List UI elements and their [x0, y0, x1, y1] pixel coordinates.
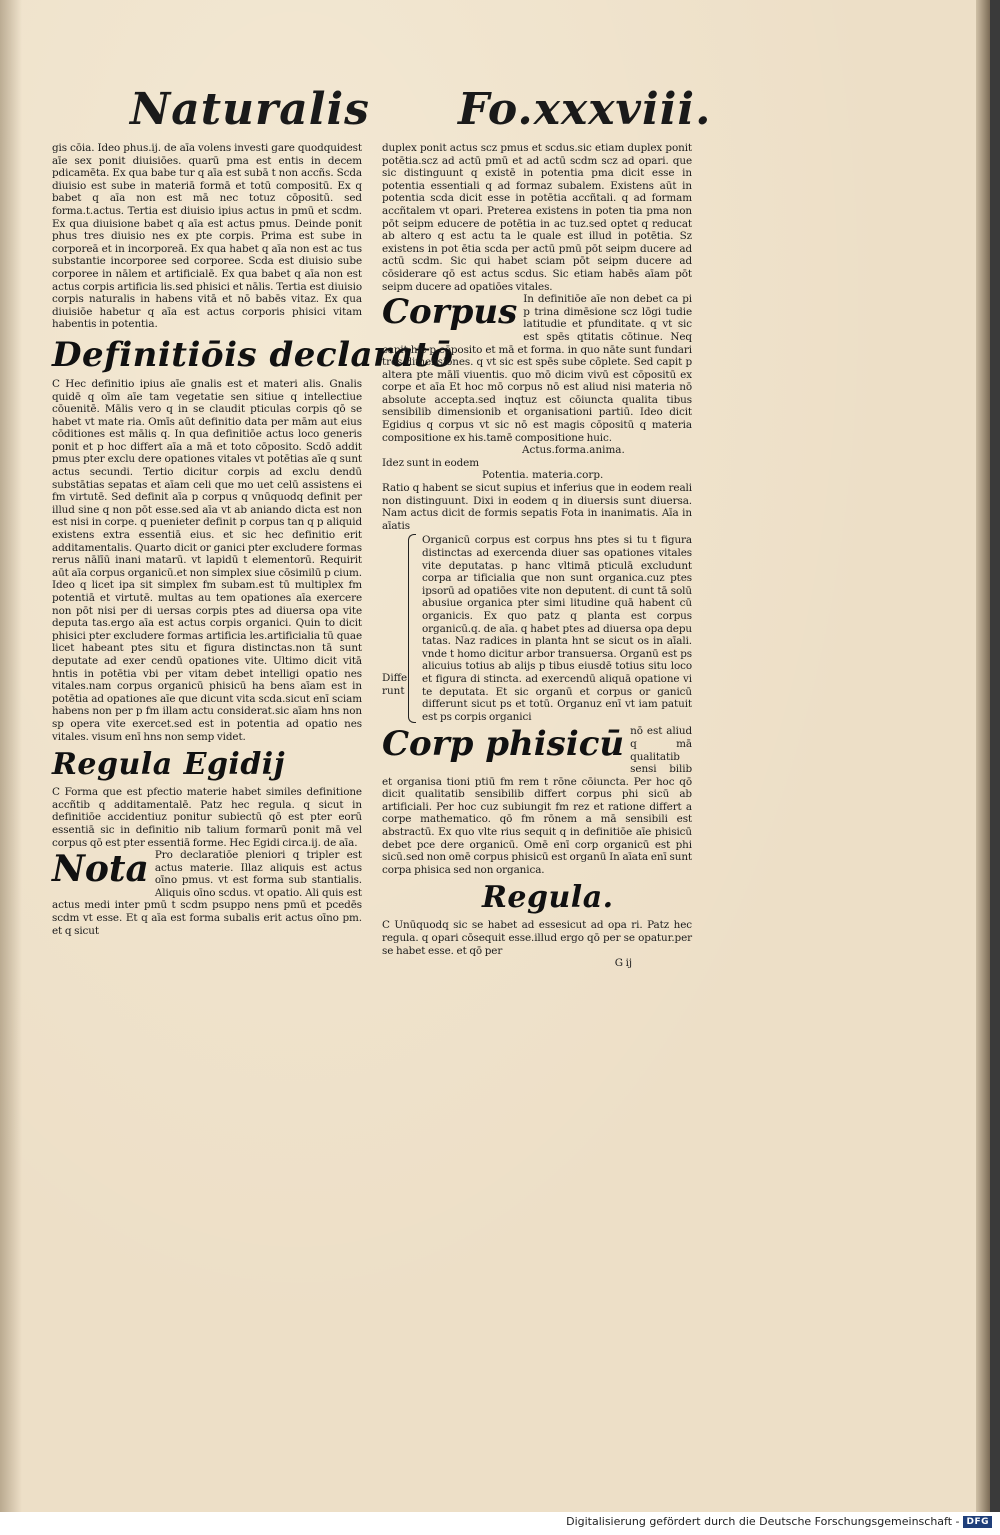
page-edge	[976, 0, 990, 1512]
heading-regula-egidii: Regula Egidij	[52, 747, 286, 783]
right-paragraph-5: C Unūquodq sic se habet ad essesicut ad opa ri. Patz hec regula. q opari cōsequit esse.illud ergo qō per se opatur.per se habet esse. et qō per	[382, 919, 692, 957]
running-head-left: Naturalis	[130, 84, 370, 135]
dfg-logo: DFG	[963, 1516, 992, 1528]
left-paragraph-2: C Hec definitio ipius aīe gnalis est et materi alis. Gnalis quidē q oīm aīe tam vegetatie sen sitiue q intellectiue cōuenitē. Mālis vero q in se claudit pticulas corpis qō se habet vt mate ria. Omīs aūt definitio data per mām aut eius cōditiones est mālis q. In qua definitiōe actus loco generis ponit et p hoc differt aīa a mā et toto cōposito. Scdō addit pmus pter exclu dere opationes vitales vt potētias aīe q sunt actus secundi. Tertio dicitur corpis ad exclu dendū substātias sepatas et aīam celi que mo uet celū assistens ei fm virtutē. Sed definit aīa p corpus q vnūquodq definit per illud sine q non pōt esse.sed aīa vt ab aniando dicta est non est nisi in corpe. q puenieter definit p corpus tan q p aliquid existens extra essentiā eius. et sic hec definitio erit additamentalis. Quarto dicit or ganici pter excludere formas rerus nālīū inani matarū. vt lapidū t elementorū. Requirit aūt aīa corpus organicū.et non simplex siue cōsimilū p cium. Ideo q licet ipa sit simplex fm subam.est tū multiplex fm potentiā et virtutē. multas au tem opationes aīa exercere non pōt nisi per di uersas corpis ptes ad diuersa opa vite deputa tas.ergo aīa est actus corpis organici. Quin to dicit phisici pter excludere formas artificia les.artificialia tū quae licet habeant ptes situ et figura distinctas.non tā sunt deputate ad exer cendū opationes vite. Ultimo dicit vitā hntis in potētia vbi per vitam debet intelligi opatio nes vitales.nam corpus organicū phisicū ha bens aīam est in potētia ad opationes aīe que dicunt vita scda.sicut enī sciam habens non per p fm illam actu considerat.sic aīam hns non sp opera vite exercet.sed est in potentia ad opatio nes vitales. visum enī hns non semp videt.	[52, 377, 362, 743]
gutter-shadow	[0, 0, 22, 1512]
scheme-line-potentia: Potentia. materia.corp.	[482, 469, 604, 482]
left-paragraph-4: Pro declaratiōe pleniori q tripler est actus materie. Illaz aliquis est actus oīno pmus. vt est forma sub stantialis. Aliquis oīno scdus. vt opatio. Ali quis est actus medi inter pmū t scdm psuppo nens pmū et pcedēs scdm vt esse. Et q aīa est forma subalis erit actus oīno pm. et q sicut	[52, 849, 362, 937]
left-paragraph-3: C Forma que est pfectio materie habet similes definitione accñtib q additamentalē. Patz hec regula. q sicut in definitiōe accidentiuz ponitur subiectū qō est pter eorū essentiā sic in definitio nib talium formarū ponit mā vel corpus qō est pter essentiā forme. Hec Egidi circa.ij. de aīa.	[52, 786, 362, 849]
left-paragraph-1: gis cōia. Ideo phus.ij. de aīa volens investi gare quodquidest aīe sex ponit diuisiōes. quarū pma est entis in decem pdicamēta. Ex qua babe tur q aīa est subā t non accñs. Scda diuisio est sube in materiā formā et totū compositū. Ex q babet q aīa non est mā nec totuz cōpositū. sed forma.t.actus. Tertia est diuisio ipius actus in pmū et scdm. Ex qua diuisione babet q aīa est actus pmus. Deinde ponit phus tres diuisio nes ex pte corpis. Prima est sube in corporeā et in incorporeā. Ex qua habet q aīa non est ac tus substantie incorporee sed corporee. Scda est diuisio sube corporee in nālem et artificialē. Ex qua babet q aīa non est actus corpis artificia lis.sed phisici et nālis. Tertia est diuisio corpis naturalis in habens vitā et nō babēs vitaz. Ex qua diuisiōe habetur q aīa est actus corporis phisici vitam habentis in potentia.	[52, 142, 362, 331]
bracket-text: Organicū corpus est corpus hns ptes si tu t figura distinctas ad exercenda diuer sas opationes vitales vite deputatas. p hanc vltimā pticulā excludunt corpa ar tificialia que non sunt organica.cuz ptes ipsorū ad opatiōes vite non deputent. di cunt tā solū abusiue organica pter simi litudine quā habent cū organicis. Ex quo patz q planta est corpus organicū.q. de aīa. q habet ptes ad diuersa opa depu tatas. Naz radices in planta hnt se sicut os in aīali. vnde t homo dicitur arbor transuersa. Organū est ps alicuius totius ab alijs p tibus eiusdē totius situ loco et figura di stincta. ad exercendū aliquā opatione vi te deputata. Et sic organū et corpus or ganicū differunt sicut ps et totū. Organuz enī vt iam patuit est ps corpis organici	[422, 534, 692, 723]
footer-text: Digitalisierung gefördert durch die Deutsche Forschungsgemeinschaft -	[566, 1515, 960, 1528]
right-paragraph-2: In definitiōe aīe non debet ca pi p trina dimēsione scz lōgi tudie latitudie et pfunditate. q vt sic est spēs qtitatis cōtinue. Neq capit hic p cōposito et mā et forma. in quo nāte sunt fundari tres dimensiones. q vt sic est spēs sube cōplete. Sed capit p altera pte mālī viuentis. quo mō dicim vivū est cōpositū ex corpe et aīa Et hoc mō corpus nō est aliud nisi materia nō absolute accepta.sed inqtuz est cōiuncta qualita tibus sensibilib dimensionib et organisationi partiū. Ideo dicit Egidius q corpus vt sic nō est magis cōpositū q materia compositione ex his.tamē compositione huic.	[382, 293, 692, 444]
right-paragraph-3: Ratio q habent se sicut supius et inferius que in eodem reali non distinguunt. Dixi in eodem q in diuersis sunt diuersa. Nam actus dicit de formis sepatis Fota in inanimatis. Aīa in aīatis	[382, 482, 692, 532]
differunt-label: Diffe runt	[382, 672, 408, 697]
footer-credit	[566, 1515, 992, 1528]
corpus-block	[382, 293, 692, 444]
scheme-label-idez: Idez sunt in eodem	[382, 456, 479, 469]
heading-definitionis: Definitiōis declaratō	[52, 334, 454, 375]
brace-shape	[408, 534, 416, 723]
nota-block	[52, 849, 362, 937]
right-column	[382, 142, 692, 970]
corpus-drop-word: Corpus	[382, 292, 518, 333]
folio-number: Fo.xxxviii.	[458, 84, 712, 135]
right-paragraph-4: nō est aliud q mā qualitatib sensi bilib et organisa tioni ptiū fm rem t rōne cōiuncta. Per hoc qō dicit qualitatib sensibilib differt corpus phi sicū ab artificiali. Per hoc cuz subiungit fm rez et ratione differt a corpe mathematico. qō fm rōnem a mā sensibili est abstractū. Ex quo vlte rius sequit q in definitiōe aīe phisicū debet pce dere organicū. Omē enī corp organicū est phi sicū.sed non omē corpus phisicū est organū In aīata enī sunt corpa phisica sed non organica.	[382, 725, 692, 876]
heading-regula: Regula.	[482, 880, 614, 916]
signature-mark: G ij	[614, 957, 632, 970]
differunt-bracket-block	[382, 534, 692, 723]
corp-phisicum-drop-word: Corp phisicū	[382, 724, 625, 765]
scheme-line-actus: Actus.forma.anima.	[522, 444, 625, 457]
right-paragraph-1: duplex ponit actus scz pmus et scdus.sic etiam duplex ponit potētia.scz ad actū pmū et ad actū scdm scz ad opari. que sic distinguunt q existē in potentia pma dicit esse in potentia essentiali q ad formaz subalem. Existens aūt in potentia scda dicit esse in potētia accñtali. q ad formam accñtalem vt opari. Preterea existens in poten tia pma non pōt seipm educere de potētia in ac tuz.sed optet q reducat ab altero q est actu ta le quale est illud in potētia. Sz existens in pot ētia scda per actū pmū pōt seipm ducere ad actū scdm. Sic qui habet sciam pōt seipm ducere ad cōsiderare qō est actus scdus. Sic etiam habēs aīam pōt seipm ducere ad opatiōes vitales.	[382, 142, 692, 293]
nota-drop-word: Nota	[52, 848, 149, 891]
corpus-phisicum-block	[382, 725, 692, 876]
